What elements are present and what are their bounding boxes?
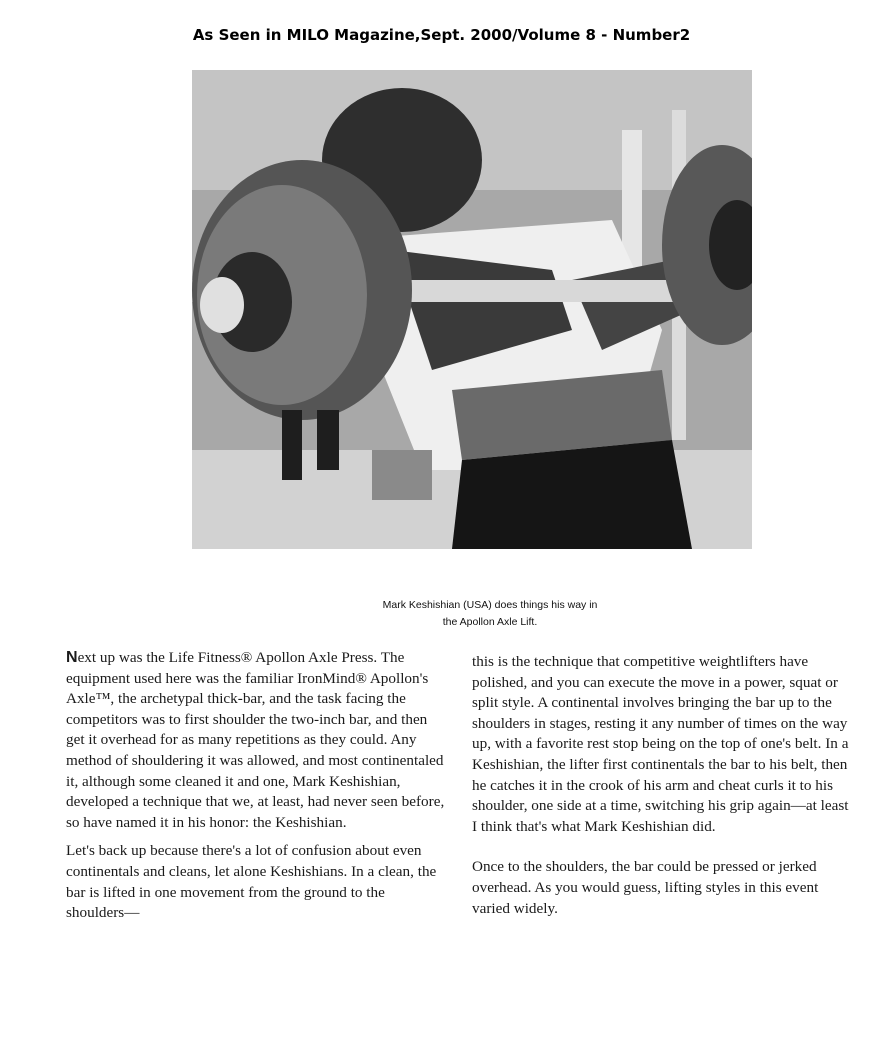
article-paragraph: this is the technique that competitive weightlifters have polished, and you can execute the move in a power, squat or split style. A continental involves bringing the bar up to the shoulders in stages, resting it any number of times on the way up, with a favorite rest stop being on the top of one's belt. In a Keshishian, the lifter first continentals the bar to his belt, then he catches it in the crook of his arm and cheat curls it to his shoulder, one side at a time, switching his grip again—at least I think that's what Mark Keshishian did. (472, 653, 849, 835)
article-paragraph: Once to the shoulders, the bar could be pressed or jerked overhead. As you would guess, lifting styles in this event varied widely. (472, 858, 819, 917)
photo-caption (280, 597, 700, 631)
caption-line-1: Mark Keshishian (USA) does things his way in (382, 599, 598, 611)
page-header: As Seen in MILO Magazine,Sept. 2000/Volume 8 - Number2 (192, 26, 691, 44)
article-column-left (66, 648, 446, 924)
paragraph-text: ext up was the Life Fitness® Apollon Axle Press. The equipment used here was the familiar IronMind® Apollon's Axle™, the archetypal thick-bar, and the task facing the competitors was to first shoulder the two-inch bar, and then get it overhead for as many repetitions as they could. Any method of shouldering it was allowed, and most continentaled it, although some cleaned it and one, Mark Keshishian, developed a technique that we, at least, had never seen before, so have named it in his honor: the Keshishian. (66, 649, 445, 831)
drop-cap: N (66, 649, 78, 666)
article-paragraph: Let's back up because there's a lot of confusion about even continentals and cleans, let alone Keshishians. In a clean, the bar is lifted in one movement from the ground to the shoulders— (66, 842, 437, 922)
caption-line-2: the Apollon Axle Lift. (442, 616, 538, 628)
weightlifter-photo (192, 70, 752, 549)
article-column-right (472, 652, 852, 919)
article-paragraph (66, 648, 446, 833)
photo-illustration (192, 70, 752, 549)
